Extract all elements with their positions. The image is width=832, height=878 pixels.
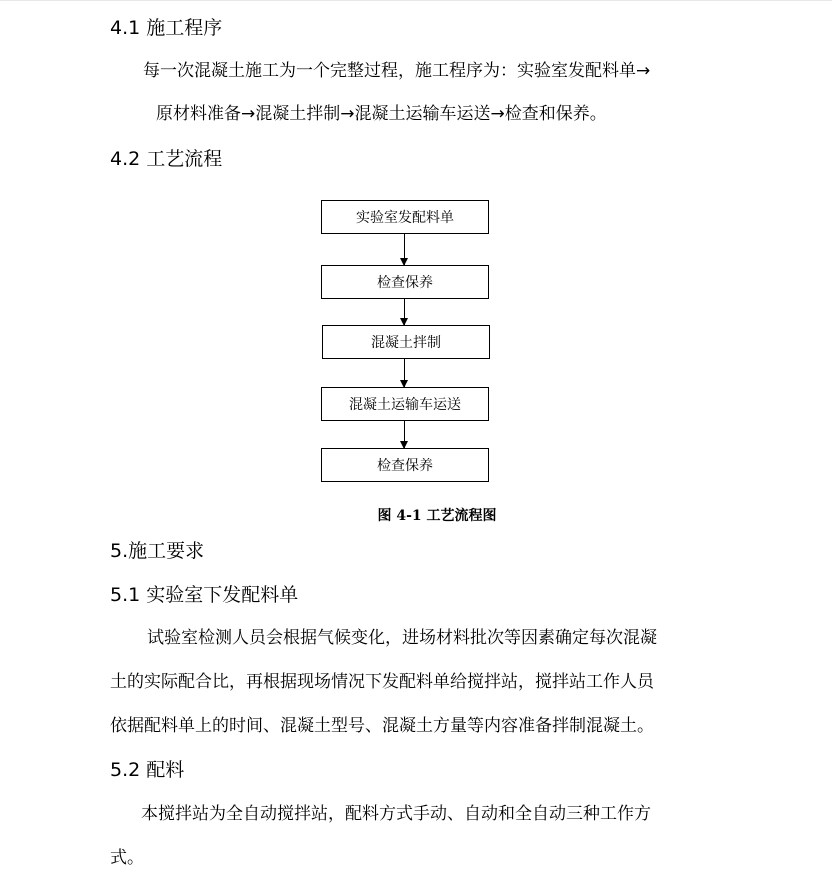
paragraph-4-1-line-2: 原材料准备→混凝土拌制→混凝土运输车运送→检查和保养。	[156, 104, 607, 124]
figure-caption: 图 4-1 工艺流程图	[377, 508, 497, 524]
paragraph-5-2-line-1: 本搅拌站为全自动搅拌站，配料方式手动、自动和全自动三种工作方	[141, 804, 651, 824]
heading-4-2: 4.2 工艺流程	[110, 148, 223, 170]
paragraph-5-1-line-3: 依据配料单上的时间、混凝土型号、混凝土方量等内容准备拌制混凝土。	[110, 716, 654, 736]
flow-step-transport: 混凝土运输车运送	[321, 387, 489, 421]
flow-arrow-4	[404, 421, 405, 448]
flow-step-inspection-2: 检查保养	[321, 448, 489, 482]
flow-arrow-2	[404, 299, 405, 325]
heading-5: 5.施工要求	[110, 540, 205, 562]
flow-step-mixing: 混凝土拌制	[322, 325, 490, 359]
paragraph-5-1-line-1: 试验室检测人员会根据气候变化，进场材料批次等因素确定每次混凝	[147, 628, 657, 648]
paragraph-5-2-line-2: 式。	[110, 848, 144, 868]
flow-step-inspection-1: 检查保养	[321, 265, 489, 299]
flow-arrow-3	[404, 359, 405, 387]
paragraph-5-1-line-2: 土的实际配合比，再根据现场情况下发配料单给搅拌站，搅拌站工作人员	[110, 672, 654, 692]
heading-5-1: 5.1 实验室下发配料单	[110, 584, 299, 606]
page-top-rule	[0, 0, 832, 1]
heading-4-1: 4.1 施工程序	[110, 17, 223, 39]
flow-step-lab-batch-sheet: 实验室发配料单	[321, 200, 489, 234]
paragraph-4-1-line-1: 每一次混凝土施工为一个完整过程，施工程序为：实验室发配料单→	[143, 61, 651, 81]
flow-arrow-1	[404, 234, 405, 265]
heading-5-2: 5.2 配料	[110, 759, 185, 781]
